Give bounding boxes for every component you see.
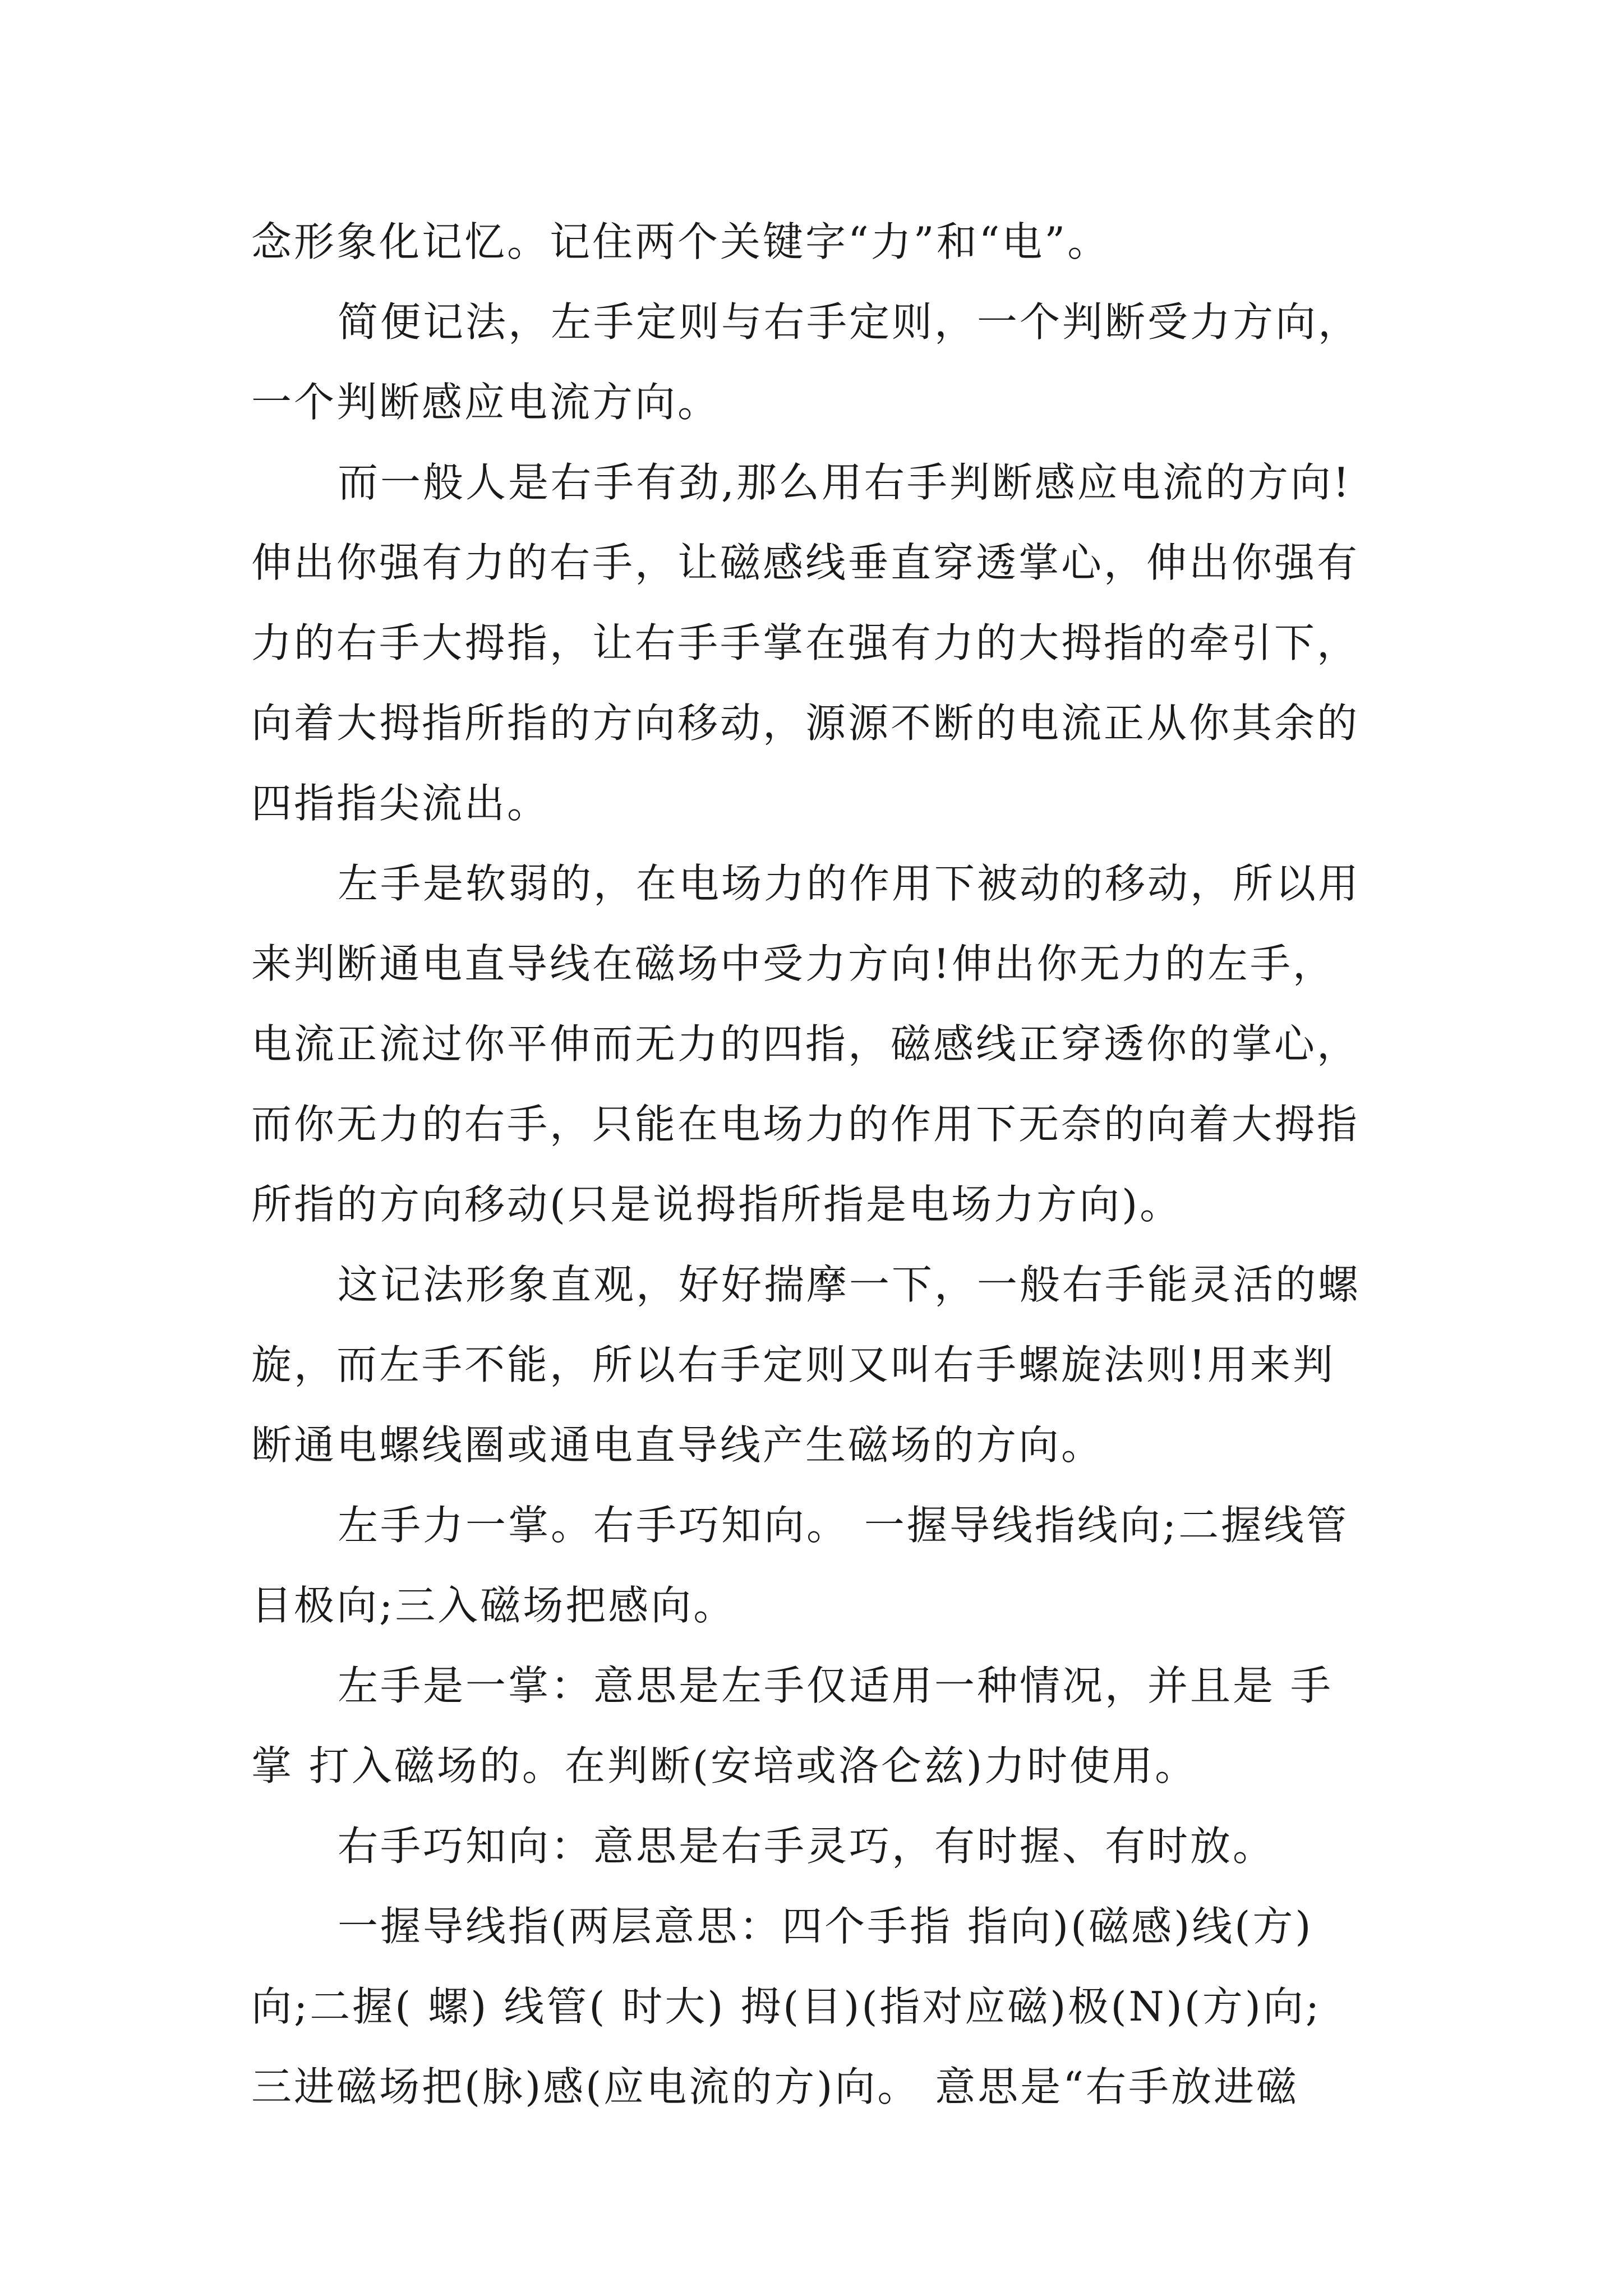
text-line-14: 这记法形象直观，好好揣摩一下，一般右手能灵活的螺 (338, 1261, 1361, 1308)
text-line-6: 力的右手大拇指，让右手手掌在强有力的大拇指的牵引下， (251, 619, 1360, 666)
text-line-15: 旋，而左手不能，所以右手定则又叫右手螺旋法则!用来判 (251, 1341, 1335, 1388)
text-line-12: 而你无力的右手，只能在电场力的作用下无奈的向着大拇指 (251, 1101, 1360, 1148)
text-line-21: 右手巧知向：意思是右手灵巧，有时握、有时放。 (338, 1823, 1276, 1870)
text-line-10: 来判断通电直导线在磁场中受力方向!伸出你无力的左手， (251, 940, 1335, 987)
text-line-2: 简便记法，左手定则与右手定则，一个判断受力方向， (338, 298, 1361, 346)
text-line-4: 而一般人是右手有劲,那么用右手判断感应电流的方向! (338, 459, 1352, 506)
text-line-8: 四指指尖流出。 (251, 780, 550, 827)
text-line-20: 掌 打入磁场的。在判断(安培或洛仑兹)力时使用。 (251, 1742, 1198, 1789)
text-line-1: 念形象化记忆。记住两个关键字“力”和“电”。 (251, 218, 1110, 265)
body-text (251, 202, 1390, 2127)
text-line-19: 左手是一掌：意思是左手仅适用一种情况，并且是 手 (338, 1662, 1333, 1709)
text-line-7: 向着大拇指所指的方向移动，源源不断的电流正从你其余的 (251, 700, 1360, 747)
text-line-5: 伸出你强有力的右手，让磁感线垂直穿透掌心，伸出你强有 (251, 539, 1360, 586)
text-line-13: 所指的方向移动(只是说拇指所指是电场力方向)。 (251, 1181, 1183, 1228)
text-line-3: 一个判断感应电流方向。 (251, 379, 721, 426)
text-line-16: 断通电螺线圈或通电直导线产生磁场的方向。 (251, 1421, 1104, 1469)
text-line-17: 左手力一掌。右手巧知向。 一握导线指线向;二握线管 (338, 1502, 1349, 1549)
text-line-22: 一握导线指(两层意思：四个手指 指向)(磁感)线(方) (338, 1903, 1313, 1950)
text-line-24: 三进磁场把(脉)感(应电流的方)向。 意思是“右手放进磁 (251, 2063, 1299, 2110)
text-line-18: 目极向;三入磁场把感向。 (251, 1582, 736, 1629)
text-line-9: 左手是软弱的，在电场力的作用下被动的移动，所以用 (338, 860, 1361, 907)
text-line-23: 向;二握( 螺) 线管( 时大) 拇(目)(指对应磁)极(N)(方)向; (251, 1983, 1322, 2030)
text-line-11: 电流正流过你平伸而无力的四指，磁感线正穿透你的掌心， (251, 1020, 1360, 1068)
